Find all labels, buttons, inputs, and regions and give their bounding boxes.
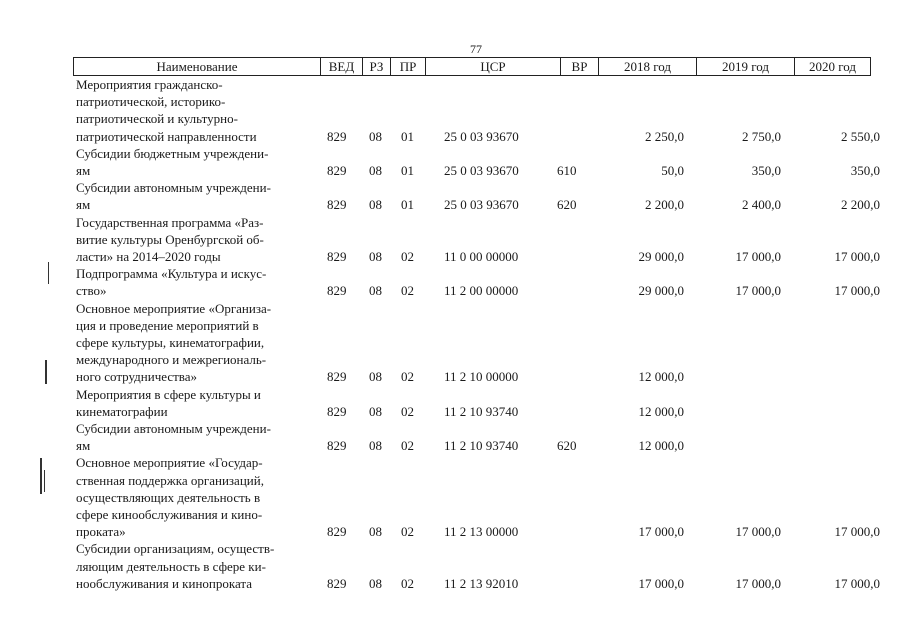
- row-name-line: Субсидии бюджетным учреждени-: [76, 145, 269, 161]
- row-name-line: Субсидии организациям, осуществ-: [76, 541, 275, 557]
- row-name-line: сфере культуры, кинематографии,: [76, 335, 265, 351]
- row-name-line: Субсидии автономным учреждени-: [76, 180, 271, 196]
- header-pr: ПР: [391, 58, 426, 75]
- row-name-line: проката»: [76, 524, 126, 540]
- cell-rz: 08: [369, 403, 382, 419]
- cell-y2020: 17 000,0: [834, 249, 880, 265]
- table-row: [76, 300, 886, 386]
- header-ved: ВЕД: [321, 58, 363, 75]
- cell-csr: 11 0 00 00000: [444, 249, 519, 265]
- cell-y2019: 350,0: [751, 163, 781, 179]
- row-name-line: Основное мероприятие «Государ-: [76, 455, 263, 471]
- row-name-line: Государственная программа «Раз-: [76, 214, 264, 230]
- row-name-line: Подпрограмма «Культура и искус-: [76, 266, 267, 282]
- cell-csr: 25 0 03 93670: [444, 197, 519, 213]
- margin-mark: [48, 262, 49, 284]
- header-vr: ВР: [561, 58, 599, 75]
- cell-y2018: 17 000,0: [638, 575, 684, 591]
- table-row: [76, 420, 886, 454]
- row-name-line: Мероприятия в сфере культуры и: [76, 386, 261, 402]
- cell-y2018: 12 000,0: [638, 403, 684, 419]
- table-row: [76, 540, 886, 592]
- cell-y2018: 12 000,0: [638, 438, 684, 454]
- cell-ved: 829: [327, 249, 347, 265]
- cell-y2018: 2 200,0: [645, 197, 684, 213]
- cell-pr: 01: [401, 163, 414, 179]
- cell-pr: 02: [401, 575, 414, 591]
- table-row: [76, 145, 886, 179]
- cell-rz: 08: [369, 283, 382, 299]
- cell-rz: 08: [369, 524, 382, 540]
- cell-rz: 08: [369, 249, 382, 265]
- row-values: [76, 403, 886, 420]
- table-body: [76, 76, 886, 592]
- row-values: [76, 282, 886, 299]
- row-name-line: нообслуживания и кинопроката: [76, 575, 253, 591]
- margin-mark: [40, 458, 42, 494]
- cell-csr: 25 0 03 93670: [444, 163, 519, 179]
- cell-y2020: 2 550,0: [841, 128, 880, 144]
- margin-mark: [44, 470, 45, 492]
- row-name-line: Субсидии автономным учреждени-: [76, 421, 271, 437]
- cell-rz: 08: [369, 575, 382, 591]
- cell-y2020: 17 000,0: [834, 283, 880, 299]
- row-values: [76, 368, 886, 385]
- row-name-line: сфере кинообслуживания и кино-: [76, 507, 263, 523]
- cell-pr: 02: [401, 369, 414, 385]
- table-header: [73, 57, 871, 76]
- row-name-line: патриотической и культурно-: [76, 111, 238, 127]
- cell-ved: 829: [327, 128, 347, 144]
- cell-y2018: 17 000,0: [638, 524, 684, 540]
- cell-y2020: 17 000,0: [834, 575, 880, 591]
- row-name-line: ласти» на 2014–2020 годы: [76, 249, 221, 265]
- cell-csr: 11 2 00 00000: [444, 283, 519, 299]
- cell-vr: 620: [557, 438, 577, 454]
- cell-y2018: 2 250,0: [645, 128, 684, 144]
- cell-rz: 08: [369, 128, 382, 144]
- header-2019: 2019 год: [697, 58, 795, 75]
- cell-rz: 08: [369, 197, 382, 213]
- table-row: [76, 76, 886, 145]
- table-row: [76, 454, 886, 540]
- row-name-line: патриотической направленности: [76, 128, 257, 144]
- cell-pr: 02: [401, 524, 414, 540]
- cell-y2020: 2 200,0: [841, 197, 880, 213]
- cell-pr: 02: [401, 438, 414, 454]
- row-name-line: ляющим деятельность в сфере ки-: [76, 558, 266, 574]
- header-rz: РЗ: [363, 58, 391, 75]
- cell-csr: 11 2 10 93740: [444, 438, 519, 454]
- cell-y2019: 2 750,0: [742, 128, 781, 144]
- cell-csr: 11 2 13 00000: [444, 524, 519, 540]
- cell-y2019: 17 000,0: [735, 249, 781, 265]
- row-name-line: ям: [76, 438, 91, 454]
- cell-vr: 610: [557, 163, 577, 179]
- table-row: [76, 265, 886, 299]
- row-values: [76, 196, 886, 213]
- row-name-line: ям: [76, 163, 91, 179]
- cell-ved: 829: [327, 283, 347, 299]
- row-values: [76, 523, 886, 540]
- cell-ved: 829: [327, 524, 347, 540]
- row-name-line: Основное мероприятие «Организа-: [76, 300, 272, 316]
- cell-csr: 11 2 10 00000: [444, 369, 519, 385]
- cell-vr: 620: [557, 197, 577, 213]
- cell-y2019: 17 000,0: [735, 575, 781, 591]
- row-name-line: патриотической, историко-: [76, 94, 226, 110]
- cell-ved: 829: [327, 438, 347, 454]
- cell-ved: 829: [327, 403, 347, 419]
- cell-rz: 08: [369, 163, 382, 179]
- cell-y2020: 350,0: [850, 163, 880, 179]
- page-number: 77: [470, 42, 482, 56]
- cell-y2018: 29 000,0: [638, 249, 684, 265]
- cell-y2020: 17 000,0: [834, 524, 880, 540]
- cell-y2019: 17 000,0: [735, 283, 781, 299]
- header-name: Наименование: [74, 58, 321, 75]
- row-name-line: Мероприятия гражданско-: [76, 77, 223, 92]
- row-values: [76, 162, 886, 179]
- cell-csr: 11 2 10 93740: [444, 403, 519, 419]
- cell-y2019: 2 400,0: [742, 197, 781, 213]
- cell-pr: 01: [401, 197, 414, 213]
- cell-ved: 829: [327, 197, 347, 213]
- cell-pr: 01: [401, 128, 414, 144]
- cell-pr: 02: [401, 283, 414, 299]
- cell-ved: 829: [327, 575, 347, 591]
- cell-ved: 829: [327, 163, 347, 179]
- row-name-line: международного и межрегиональ-: [76, 352, 267, 368]
- row-name-line: витие культуры Оренбургской об-: [76, 231, 264, 247]
- row-name-line: ственная поддержка организаций,: [76, 472, 264, 488]
- row-name-line: ного сотрудничества»: [76, 369, 198, 385]
- row-values: [76, 575, 886, 592]
- cell-csr: 25 0 03 93670: [444, 128, 519, 144]
- cell-csr: 11 2 13 92010: [444, 575, 519, 591]
- row-name-line: ям: [76, 197, 91, 213]
- cell-y2018: 50,0: [661, 163, 684, 179]
- cell-pr: 02: [401, 249, 414, 265]
- cell-y2019: 17 000,0: [735, 524, 781, 540]
- row-values: [76, 437, 886, 454]
- row-values: [76, 248, 886, 265]
- cell-y2018: 12 000,0: [638, 369, 684, 385]
- header-2020: 2020 год: [795, 58, 871, 75]
- row-name-line: ство»: [76, 283, 107, 299]
- row-name-line: кинематографии: [76, 403, 168, 419]
- row-name-line: осуществляющих деятельность в: [76, 489, 261, 505]
- cell-rz: 08: [369, 369, 382, 385]
- margin-mark: [45, 360, 47, 384]
- table-row: [76, 179, 886, 213]
- header-csr: ЦСР: [426, 58, 561, 75]
- cell-ved: 829: [327, 369, 347, 385]
- header-2018: 2018 год: [599, 58, 697, 75]
- cell-pr: 02: [401, 403, 414, 419]
- row-name-line: ция и проведение мероприятий в: [76, 317, 259, 333]
- table-row: [76, 214, 886, 266]
- table-row: [76, 386, 886, 420]
- row-values: [76, 128, 886, 145]
- cell-y2018: 29 000,0: [638, 283, 684, 299]
- cell-rz: 08: [369, 438, 382, 454]
